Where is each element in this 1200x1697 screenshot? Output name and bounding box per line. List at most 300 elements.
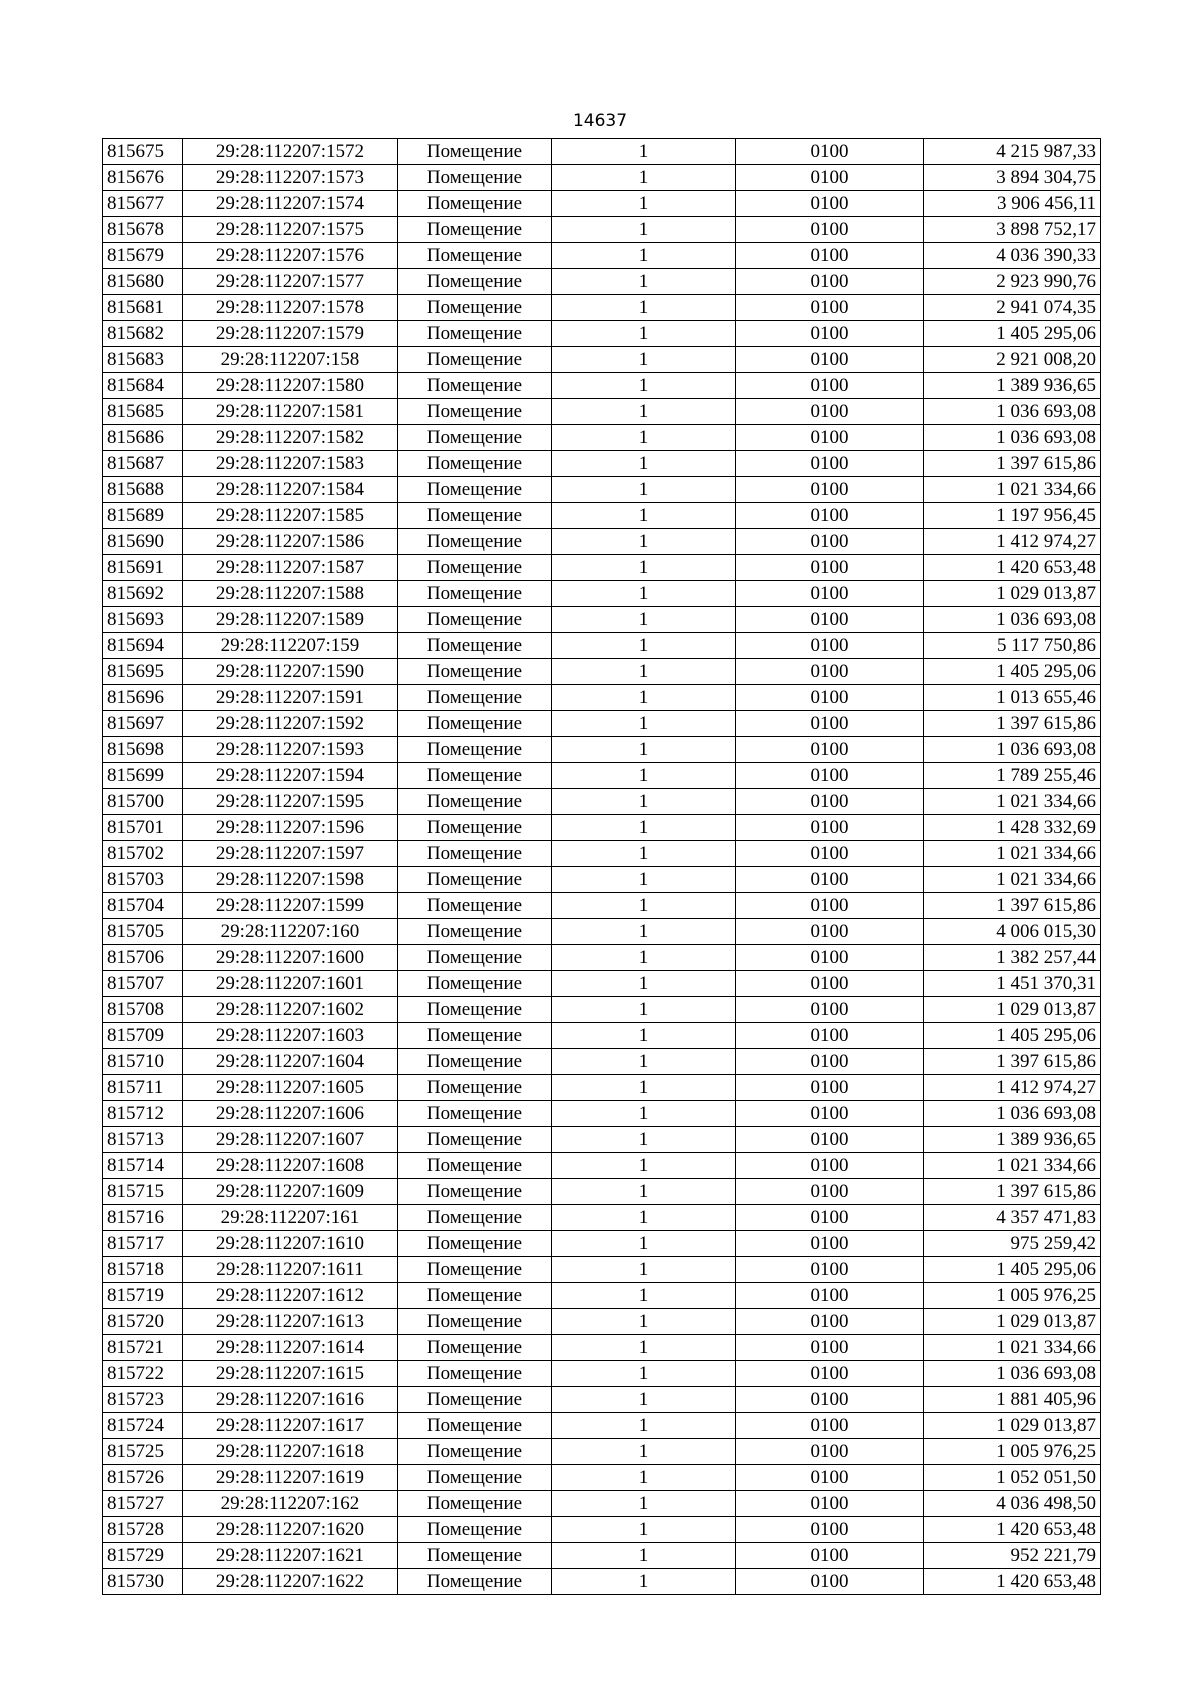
cadastral-value-cell: 1 029 013,87 bbox=[924, 581, 1101, 607]
table-row bbox=[103, 581, 1101, 607]
cadastral-value-cell: 2 921 008,20 bbox=[924, 347, 1101, 373]
cadastral-number-cell: 29:28:112207:1572 bbox=[183, 139, 398, 165]
table-row bbox=[103, 1231, 1101, 1257]
object-type-cell: Помещение bbox=[398, 321, 552, 347]
quantity-cell: 1 bbox=[552, 1361, 736, 1387]
row-number-cell: 815719 bbox=[103, 1283, 183, 1309]
row-number-cell: 815721 bbox=[103, 1335, 183, 1361]
row-number-cell: 815726 bbox=[103, 1465, 183, 1491]
cadastral-number-cell: 29:28:112207:160 bbox=[183, 919, 398, 945]
object-type-cell: Помещение bbox=[398, 399, 552, 425]
row-number-cell: 815725 bbox=[103, 1439, 183, 1465]
quantity-cell: 1 bbox=[552, 1049, 736, 1075]
row-number-cell: 815684 bbox=[103, 373, 183, 399]
object-type-cell: Помещение bbox=[398, 1569, 552, 1595]
table-row bbox=[103, 763, 1101, 789]
quantity-cell: 1 bbox=[552, 893, 736, 919]
code-cell: 0100 bbox=[736, 789, 924, 815]
table-row bbox=[103, 1387, 1101, 1413]
table-row bbox=[103, 815, 1101, 841]
cadastral-number-cell: 29:28:112207:1582 bbox=[183, 425, 398, 451]
table-row bbox=[103, 555, 1101, 581]
cadastral-number-cell: 29:28:112207:1586 bbox=[183, 529, 398, 555]
code-cell: 0100 bbox=[736, 451, 924, 477]
cadastral-value-cell: 1 021 334,66 bbox=[924, 1335, 1101, 1361]
cadastral-number-cell: 29:28:112207:1597 bbox=[183, 841, 398, 867]
quantity-cell: 1 bbox=[552, 399, 736, 425]
cadastral-number-cell: 29:28:112207:1606 bbox=[183, 1101, 398, 1127]
code-cell: 0100 bbox=[736, 1101, 924, 1127]
code-cell: 0100 bbox=[736, 1127, 924, 1153]
object-type-cell: Помещение bbox=[398, 243, 552, 269]
quantity-cell: 1 bbox=[552, 867, 736, 893]
table-row bbox=[103, 1049, 1101, 1075]
quantity-cell: 1 bbox=[552, 1335, 736, 1361]
quantity-cell: 1 bbox=[552, 295, 736, 321]
cadastral-number-cell: 29:28:112207:1615 bbox=[183, 1361, 398, 1387]
cadastral-number-cell: 29:28:112207:1587 bbox=[183, 555, 398, 581]
object-type-cell: Помещение bbox=[398, 1049, 552, 1075]
row-number-cell: 815681 bbox=[103, 295, 183, 321]
table-row bbox=[103, 867, 1101, 893]
cadastral-number-cell: 29:28:112207:1599 bbox=[183, 893, 398, 919]
table-row bbox=[103, 1361, 1101, 1387]
code-cell: 0100 bbox=[736, 1543, 924, 1569]
code-cell: 0100 bbox=[736, 1205, 924, 1231]
row-number-cell: 815717 bbox=[103, 1231, 183, 1257]
quantity-cell: 1 bbox=[552, 1231, 736, 1257]
code-cell: 0100 bbox=[736, 529, 924, 555]
row-number-cell: 815713 bbox=[103, 1127, 183, 1153]
cadastral-number-cell: 29:28:112207:1605 bbox=[183, 1075, 398, 1101]
row-number-cell: 815698 bbox=[103, 737, 183, 763]
cadastral-number-cell: 29:28:112207:1584 bbox=[183, 477, 398, 503]
object-type-cell: Помещение bbox=[398, 997, 552, 1023]
code-cell: 0100 bbox=[736, 841, 924, 867]
cadastral-number-cell: 29:28:112207:1579 bbox=[183, 321, 398, 347]
table-row bbox=[103, 1257, 1101, 1283]
cadastral-value-cell: 4 357 471,83 bbox=[924, 1205, 1101, 1231]
quantity-cell: 1 bbox=[552, 1413, 736, 1439]
object-type-cell: Помещение bbox=[398, 529, 552, 555]
quantity-cell: 1 bbox=[552, 737, 736, 763]
row-number-cell: 815690 bbox=[103, 529, 183, 555]
cadastral-value-cell: 1 021 334,66 bbox=[924, 789, 1101, 815]
table-row bbox=[103, 919, 1101, 945]
cadastral-number-cell: 29:28:112207:1612 bbox=[183, 1283, 398, 1309]
object-type-cell: Помещение bbox=[398, 555, 552, 581]
table-row bbox=[103, 1179, 1101, 1205]
quantity-cell: 1 bbox=[552, 945, 736, 971]
quantity-cell: 1 bbox=[552, 1439, 736, 1465]
cadastral-value-cell: 1 405 295,06 bbox=[924, 321, 1101, 347]
cadastral-value-cell: 3 898 752,17 bbox=[924, 217, 1101, 243]
cadastral-number-cell: 29:28:112207:1604 bbox=[183, 1049, 398, 1075]
object-type-cell: Помещение bbox=[398, 685, 552, 711]
cadastral-number-cell: 29:28:112207:1611 bbox=[183, 1257, 398, 1283]
cadastral-value-cell: 1 021 334,66 bbox=[924, 477, 1101, 503]
quantity-cell: 1 bbox=[552, 139, 736, 165]
code-cell: 0100 bbox=[736, 1283, 924, 1309]
object-type-cell: Помещение bbox=[398, 711, 552, 737]
code-cell: 0100 bbox=[736, 815, 924, 841]
row-number-cell: 815723 bbox=[103, 1387, 183, 1413]
object-type-cell: Помещение bbox=[398, 191, 552, 217]
cadastral-value-cell: 2 941 074,35 bbox=[924, 295, 1101, 321]
quantity-cell: 1 bbox=[552, 711, 736, 737]
quantity-cell: 1 bbox=[552, 1257, 736, 1283]
row-number-cell: 815724 bbox=[103, 1413, 183, 1439]
cadastral-number-cell: 29:28:112207:1610 bbox=[183, 1231, 398, 1257]
row-number-cell: 815712 bbox=[103, 1101, 183, 1127]
cadastral-number-cell: 29:28:112207:1585 bbox=[183, 503, 398, 529]
object-type-cell: Помещение bbox=[398, 1153, 552, 1179]
quantity-cell: 1 bbox=[552, 451, 736, 477]
cadastral-number-cell: 29:28:112207:158 bbox=[183, 347, 398, 373]
table-row bbox=[103, 451, 1101, 477]
registry-table bbox=[102, 138, 1101, 1595]
table-row bbox=[103, 1283, 1101, 1309]
table-row bbox=[103, 1335, 1101, 1361]
object-type-cell: Помещение bbox=[398, 1283, 552, 1309]
cadastral-value-cell: 1 036 693,08 bbox=[924, 737, 1101, 763]
cadastral-number-cell: 29:28:112207:1583 bbox=[183, 451, 398, 477]
quantity-cell: 1 bbox=[552, 1387, 736, 1413]
row-number-cell: 815716 bbox=[103, 1205, 183, 1231]
table-row bbox=[103, 737, 1101, 763]
code-cell: 0100 bbox=[736, 633, 924, 659]
row-number-cell: 815710 bbox=[103, 1049, 183, 1075]
cadastral-value-cell: 4 036 390,33 bbox=[924, 243, 1101, 269]
table-row bbox=[103, 1465, 1101, 1491]
code-cell: 0100 bbox=[736, 919, 924, 945]
object-type-cell: Помещение bbox=[398, 789, 552, 815]
row-number-cell: 815718 bbox=[103, 1257, 183, 1283]
row-number-cell: 815680 bbox=[103, 269, 183, 295]
object-type-cell: Помещение bbox=[398, 503, 552, 529]
code-cell: 0100 bbox=[736, 1465, 924, 1491]
cadastral-number-cell: 29:28:112207:1575 bbox=[183, 217, 398, 243]
cadastral-number-cell: 29:28:112207:1614 bbox=[183, 1335, 398, 1361]
row-number-cell: 815711 bbox=[103, 1075, 183, 1101]
code-cell: 0100 bbox=[736, 217, 924, 243]
row-number-cell: 815679 bbox=[103, 243, 183, 269]
code-cell: 0100 bbox=[736, 1309, 924, 1335]
object-type-cell: Помещение bbox=[398, 607, 552, 633]
cadastral-value-cell: 1 029 013,87 bbox=[924, 1413, 1101, 1439]
quantity-cell: 1 bbox=[552, 1127, 736, 1153]
cadastral-value-cell: 1 036 693,08 bbox=[924, 399, 1101, 425]
cadastral-value-cell: 1 405 295,06 bbox=[924, 659, 1101, 685]
quantity-cell: 1 bbox=[552, 269, 736, 295]
cadastral-value-cell: 1 397 615,86 bbox=[924, 893, 1101, 919]
code-cell: 0100 bbox=[736, 1257, 924, 1283]
cadastral-number-cell: 29:28:112207:1589 bbox=[183, 607, 398, 633]
cadastral-number-cell: 29:28:112207:1598 bbox=[183, 867, 398, 893]
object-type-cell: Помещение bbox=[398, 1023, 552, 1049]
quantity-cell: 1 bbox=[552, 1023, 736, 1049]
code-cell: 0100 bbox=[736, 971, 924, 997]
object-type-cell: Помещение bbox=[398, 815, 552, 841]
cadastral-value-cell: 3 906 456,11 bbox=[924, 191, 1101, 217]
cadastral-value-cell: 1 029 013,87 bbox=[924, 1309, 1101, 1335]
quantity-cell: 1 bbox=[552, 555, 736, 581]
cadastral-value-cell: 1 389 936,65 bbox=[924, 1127, 1101, 1153]
cadastral-value-cell: 1 420 653,48 bbox=[924, 555, 1101, 581]
table-row bbox=[103, 1413, 1101, 1439]
cadastral-value-cell: 4 006 015,30 bbox=[924, 919, 1101, 945]
object-type-cell: Помещение bbox=[398, 633, 552, 659]
cadastral-value-cell: 1 013 655,46 bbox=[924, 685, 1101, 711]
table-row bbox=[103, 165, 1101, 191]
row-number-cell: 815729 bbox=[103, 1543, 183, 1569]
cadastral-number-cell: 29:28:112207:1594 bbox=[183, 763, 398, 789]
table-row bbox=[103, 1517, 1101, 1543]
cadastral-number-cell: 29:28:112207:1603 bbox=[183, 1023, 398, 1049]
table-row bbox=[103, 945, 1101, 971]
cadastral-number-cell: 29:28:112207:1573 bbox=[183, 165, 398, 191]
code-cell: 0100 bbox=[736, 711, 924, 737]
object-type-cell: Помещение bbox=[398, 217, 552, 243]
code-cell: 0100 bbox=[736, 503, 924, 529]
table-row bbox=[103, 633, 1101, 659]
row-number-cell: 815691 bbox=[103, 555, 183, 581]
code-cell: 0100 bbox=[736, 581, 924, 607]
cadastral-number-cell: 29:28:112207:1620 bbox=[183, 1517, 398, 1543]
code-cell: 0100 bbox=[736, 477, 924, 503]
object-type-cell: Помещение bbox=[398, 1439, 552, 1465]
cadastral-number-cell: 29:28:112207:1576 bbox=[183, 243, 398, 269]
row-number-cell: 815715 bbox=[103, 1179, 183, 1205]
object-type-cell: Помещение bbox=[398, 893, 552, 919]
cadastral-value-cell: 1 005 976,25 bbox=[924, 1439, 1101, 1465]
table-row bbox=[103, 1101, 1101, 1127]
code-cell: 0100 bbox=[736, 1179, 924, 1205]
cadastral-number-cell: 29:28:112207:159 bbox=[183, 633, 398, 659]
cadastral-number-cell: 29:28:112207:1609 bbox=[183, 1179, 398, 1205]
row-number-cell: 815705 bbox=[103, 919, 183, 945]
cadastral-number-cell: 29:28:112207:1621 bbox=[183, 1543, 398, 1569]
code-cell: 0100 bbox=[736, 555, 924, 581]
row-number-cell: 815683 bbox=[103, 347, 183, 373]
object-type-cell: Помещение bbox=[398, 347, 552, 373]
code-cell: 0100 bbox=[736, 737, 924, 763]
row-number-cell: 815722 bbox=[103, 1361, 183, 1387]
quantity-cell: 1 bbox=[552, 659, 736, 685]
code-cell: 0100 bbox=[736, 191, 924, 217]
object-type-cell: Помещение bbox=[398, 269, 552, 295]
object-type-cell: Помещение bbox=[398, 477, 552, 503]
cadastral-value-cell: 1 789 255,46 bbox=[924, 763, 1101, 789]
row-number-cell: 815699 bbox=[103, 763, 183, 789]
row-number-cell: 815695 bbox=[103, 659, 183, 685]
cadastral-value-cell: 1 021 334,66 bbox=[924, 841, 1101, 867]
row-number-cell: 815686 bbox=[103, 425, 183, 451]
table-row bbox=[103, 529, 1101, 555]
row-number-cell: 815685 bbox=[103, 399, 183, 425]
cadastral-value-cell: 1 197 956,45 bbox=[924, 503, 1101, 529]
code-cell: 0100 bbox=[736, 945, 924, 971]
object-type-cell: Помещение bbox=[398, 1205, 552, 1231]
code-cell: 0100 bbox=[736, 1153, 924, 1179]
cadastral-number-cell: 29:28:112207:1602 bbox=[183, 997, 398, 1023]
cadastral-value-cell: 1 005 976,25 bbox=[924, 1283, 1101, 1309]
quantity-cell: 1 bbox=[552, 373, 736, 399]
quantity-cell: 1 bbox=[552, 789, 736, 815]
quantity-cell: 1 bbox=[552, 841, 736, 867]
cadastral-number-cell: 29:28:112207:1591 bbox=[183, 685, 398, 711]
quantity-cell: 1 bbox=[552, 919, 736, 945]
table-row bbox=[103, 1205, 1101, 1231]
row-number-cell: 815697 bbox=[103, 711, 183, 737]
cadastral-number-cell: 29:28:112207:1619 bbox=[183, 1465, 398, 1491]
cadastral-value-cell: 1 052 051,50 bbox=[924, 1465, 1101, 1491]
code-cell: 0100 bbox=[736, 607, 924, 633]
row-number-cell: 815708 bbox=[103, 997, 183, 1023]
row-number-cell: 815714 bbox=[103, 1153, 183, 1179]
quantity-cell: 1 bbox=[552, 1075, 736, 1101]
object-type-cell: Помещение bbox=[398, 919, 552, 945]
code-cell: 0100 bbox=[736, 659, 924, 685]
table-row bbox=[103, 321, 1101, 347]
cadastral-value-cell: 975 259,42 bbox=[924, 1231, 1101, 1257]
cadastral-number-cell: 29:28:112207:1613 bbox=[183, 1309, 398, 1335]
table-row bbox=[103, 1127, 1101, 1153]
cadastral-number-cell: 29:28:112207:162 bbox=[183, 1491, 398, 1517]
code-cell: 0100 bbox=[736, 1049, 924, 1075]
cadastral-value-cell: 952 221,79 bbox=[924, 1543, 1101, 1569]
table-row bbox=[103, 269, 1101, 295]
table-row bbox=[103, 1023, 1101, 1049]
object-type-cell: Помещение bbox=[398, 139, 552, 165]
table-row bbox=[103, 893, 1101, 919]
quantity-cell: 1 bbox=[552, 1543, 736, 1569]
quantity-cell: 1 bbox=[552, 1179, 736, 1205]
cadastral-value-cell: 4 215 987,33 bbox=[924, 139, 1101, 165]
cadastral-value-cell: 1 382 257,44 bbox=[924, 945, 1101, 971]
quantity-cell: 1 bbox=[552, 1283, 736, 1309]
cadastral-value-cell: 1 881 405,96 bbox=[924, 1387, 1101, 1413]
cadastral-number-cell: 29:28:112207:1596 bbox=[183, 815, 398, 841]
cadastral-value-cell: 1 036 693,08 bbox=[924, 425, 1101, 451]
row-number-cell: 815675 bbox=[103, 139, 183, 165]
cadastral-number-cell: 29:28:112207:1580 bbox=[183, 373, 398, 399]
row-number-cell: 815707 bbox=[103, 971, 183, 997]
code-cell: 0100 bbox=[736, 893, 924, 919]
quantity-cell: 1 bbox=[552, 503, 736, 529]
cadastral-value-cell: 1 036 693,08 bbox=[924, 1101, 1101, 1127]
row-number-cell: 815700 bbox=[103, 789, 183, 815]
table-row bbox=[103, 1439, 1101, 1465]
code-cell: 0100 bbox=[736, 269, 924, 295]
code-cell: 0100 bbox=[736, 763, 924, 789]
quantity-cell: 1 bbox=[552, 217, 736, 243]
cadastral-number-cell: 29:28:112207:1608 bbox=[183, 1153, 398, 1179]
row-number-cell: 815701 bbox=[103, 815, 183, 841]
table-row bbox=[103, 425, 1101, 451]
table-row bbox=[103, 191, 1101, 217]
object-type-cell: Помещение bbox=[398, 1309, 552, 1335]
table-row bbox=[103, 1543, 1101, 1569]
quantity-cell: 1 bbox=[552, 1517, 736, 1543]
object-type-cell: Помещение bbox=[398, 945, 552, 971]
cadastral-number-cell: 29:28:112207:1592 bbox=[183, 711, 398, 737]
object-type-cell: Помещение bbox=[398, 737, 552, 763]
cadastral-value-cell: 1 397 615,86 bbox=[924, 451, 1101, 477]
quantity-cell: 1 bbox=[552, 1309, 736, 1335]
cadastral-value-cell: 1 021 334,66 bbox=[924, 1153, 1101, 1179]
row-number-cell: 815704 bbox=[103, 893, 183, 919]
code-cell: 0100 bbox=[736, 1023, 924, 1049]
cadastral-number-cell: 29:28:112207:1617 bbox=[183, 1413, 398, 1439]
table-row bbox=[103, 477, 1101, 503]
row-number-cell: 815706 bbox=[103, 945, 183, 971]
quantity-cell: 1 bbox=[552, 685, 736, 711]
code-cell: 0100 bbox=[736, 1413, 924, 1439]
row-number-cell: 815689 bbox=[103, 503, 183, 529]
object-type-cell: Помещение bbox=[398, 1361, 552, 1387]
registry-table-body bbox=[103, 139, 1101, 1595]
cadastral-value-cell: 1 405 295,06 bbox=[924, 1257, 1101, 1283]
object-type-cell: Помещение bbox=[398, 1101, 552, 1127]
object-type-cell: Помещение bbox=[398, 1491, 552, 1517]
object-type-cell: Помещение bbox=[398, 763, 552, 789]
table-row bbox=[103, 373, 1101, 399]
table-row bbox=[103, 841, 1101, 867]
code-cell: 0100 bbox=[736, 867, 924, 893]
quantity-cell: 1 bbox=[552, 997, 736, 1023]
row-number-cell: 815676 bbox=[103, 165, 183, 191]
table-row bbox=[103, 659, 1101, 685]
code-cell: 0100 bbox=[736, 399, 924, 425]
table-row bbox=[103, 607, 1101, 633]
row-number-cell: 815709 bbox=[103, 1023, 183, 1049]
object-type-cell: Помещение bbox=[398, 841, 552, 867]
cadastral-value-cell: 1 405 295,06 bbox=[924, 1023, 1101, 1049]
cadastral-value-cell: 2 923 990,76 bbox=[924, 269, 1101, 295]
page-number: 14637 bbox=[572, 111, 628, 131]
cadastral-number-cell: 29:28:112207:1577 bbox=[183, 269, 398, 295]
table-row bbox=[103, 139, 1101, 165]
code-cell: 0100 bbox=[736, 685, 924, 711]
object-type-cell: Помещение bbox=[398, 659, 552, 685]
cadastral-value-cell: 1 397 615,86 bbox=[924, 1049, 1101, 1075]
code-cell: 0100 bbox=[736, 373, 924, 399]
row-number-cell: 815687 bbox=[103, 451, 183, 477]
cadastral-number-cell: 29:28:112207:1616 bbox=[183, 1387, 398, 1413]
code-cell: 0100 bbox=[736, 321, 924, 347]
cadastral-number-cell: 29:28:112207:1618 bbox=[183, 1439, 398, 1465]
cadastral-value-cell: 1 420 653,48 bbox=[924, 1569, 1101, 1595]
quantity-cell: 1 bbox=[552, 1491, 736, 1517]
cadastral-value-cell: 1 397 615,86 bbox=[924, 711, 1101, 737]
row-number-cell: 815703 bbox=[103, 867, 183, 893]
cadastral-value-cell: 1 420 653,48 bbox=[924, 1517, 1101, 1543]
object-type-cell: Помещение bbox=[398, 425, 552, 451]
row-number-cell: 815693 bbox=[103, 607, 183, 633]
quantity-cell: 1 bbox=[552, 971, 736, 997]
table-row bbox=[103, 685, 1101, 711]
cadastral-value-cell: 1 021 334,66 bbox=[924, 867, 1101, 893]
code-cell: 0100 bbox=[736, 1491, 924, 1517]
row-number-cell: 815694 bbox=[103, 633, 183, 659]
cadastral-number-cell: 29:28:112207:1595 bbox=[183, 789, 398, 815]
cadastral-value-cell: 1 451 370,31 bbox=[924, 971, 1101, 997]
table-row bbox=[103, 997, 1101, 1023]
row-number-cell: 815682 bbox=[103, 321, 183, 347]
cadastral-value-cell: 4 036 498,50 bbox=[924, 1491, 1101, 1517]
table-row bbox=[103, 711, 1101, 737]
